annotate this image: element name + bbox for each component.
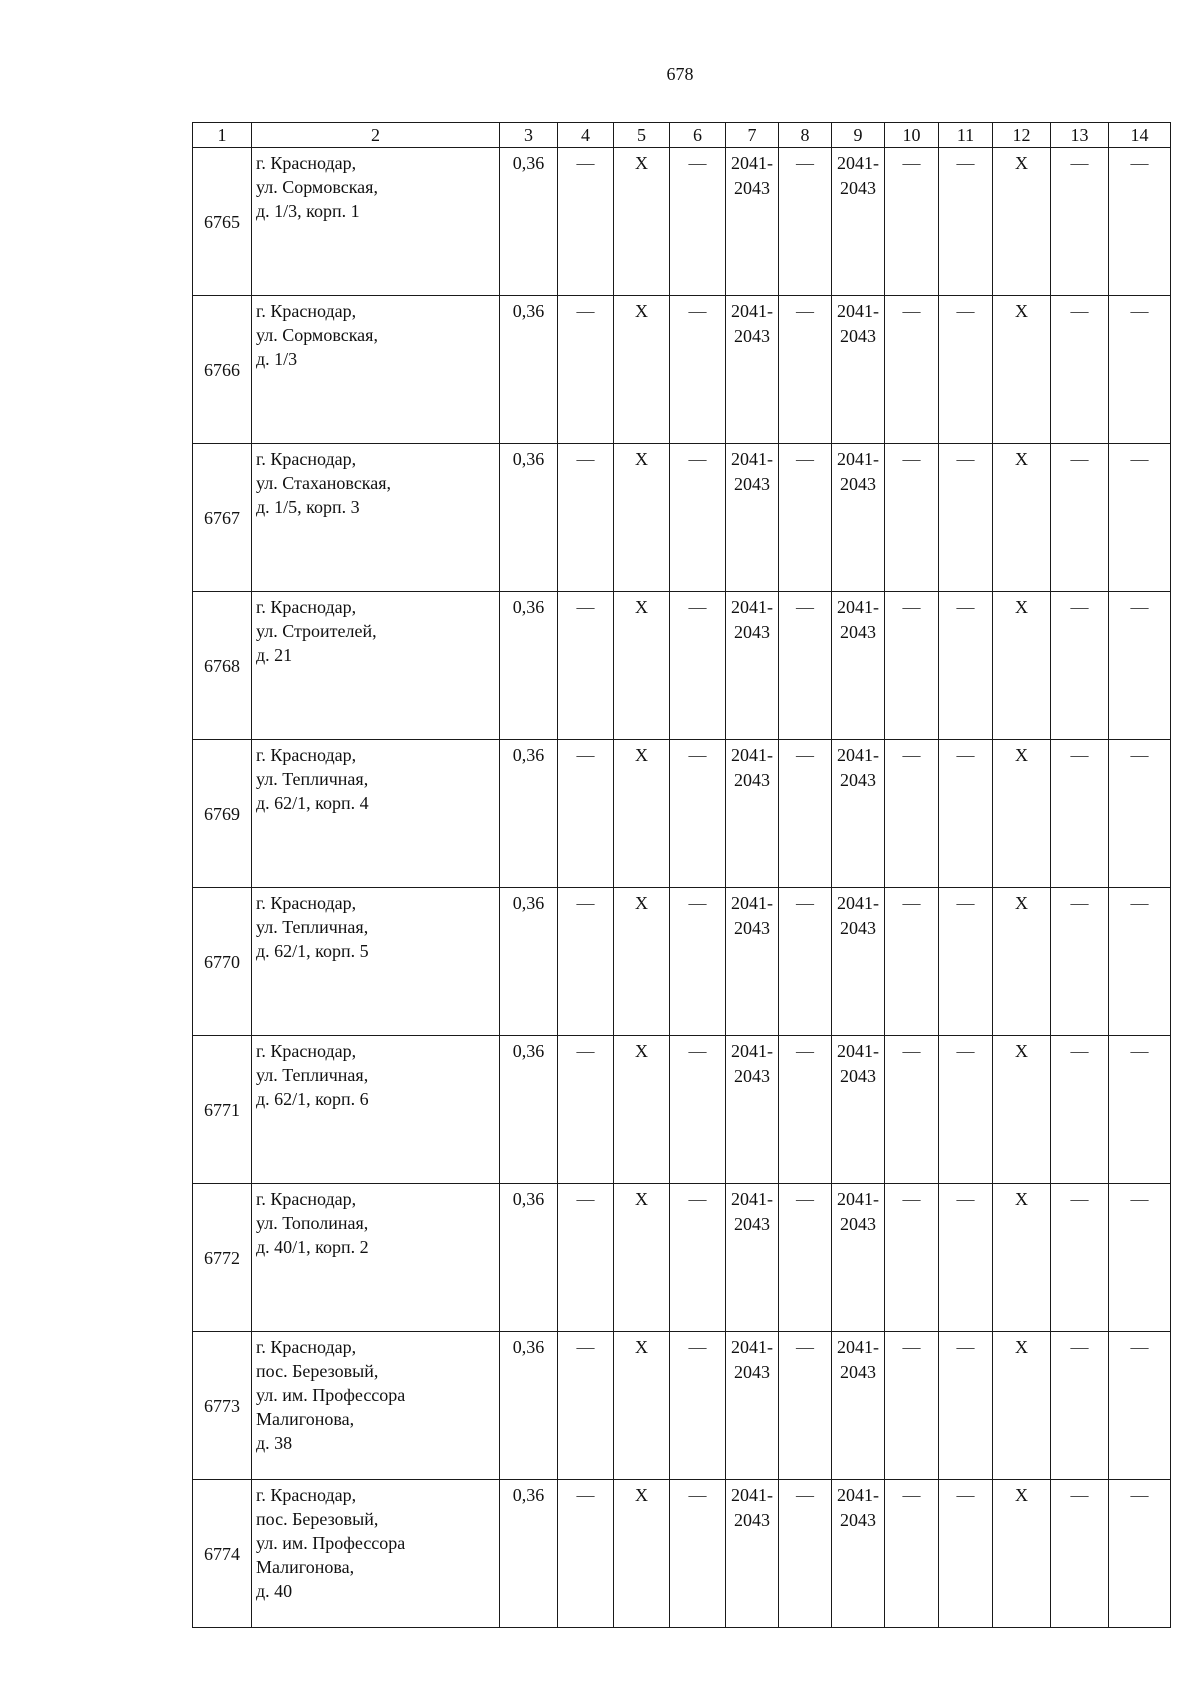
- address-line: г. Краснодар,: [256, 597, 357, 617]
- cell: —: [885, 1184, 939, 1332]
- cell: —: [558, 592, 614, 740]
- year-line: 2041-: [837, 301, 879, 321]
- row-number: 6773: [193, 1332, 252, 1480]
- year-line: 2041-: [731, 597, 773, 617]
- cell: —: [558, 1036, 614, 1184]
- cell: —: [939, 592, 993, 740]
- address-line: д. 1/3: [256, 349, 298, 369]
- cell: —: [885, 1480, 939, 1628]
- value-cell: 0,36: [500, 888, 558, 1036]
- cell: —: [939, 1184, 993, 1332]
- cell: —: [558, 444, 614, 592]
- cell: —: [779, 1184, 832, 1332]
- cell: —: [885, 1036, 939, 1184]
- value-cell: 0,36: [500, 296, 558, 444]
- address-line: Малигонова,: [256, 1409, 355, 1429]
- year-line: 2043: [840, 326, 876, 346]
- cell: —: [779, 148, 832, 296]
- column-header: 11: [939, 123, 993, 148]
- column-header: 14: [1109, 123, 1171, 148]
- year-range-cell: [726, 444, 779, 592]
- column-header: 13: [1051, 123, 1109, 148]
- year-line: 2043: [734, 178, 770, 198]
- address-line: г. Краснодар,: [256, 1189, 357, 1209]
- cell: —: [1051, 148, 1109, 296]
- address-line: Малигонова,: [256, 1557, 355, 1577]
- year-range-cell: [726, 1480, 779, 1628]
- year-line: 2041-: [837, 597, 879, 617]
- cell: —: [1051, 888, 1109, 1036]
- value-cell: 0,36: [500, 1480, 558, 1628]
- cell: —: [939, 1480, 993, 1628]
- table-row: [193, 1480, 1171, 1628]
- year-line: 2043: [734, 1510, 770, 1530]
- page-number: 678: [666, 64, 694, 84]
- column-header: 4: [558, 123, 614, 148]
- cell: —: [1109, 1332, 1171, 1480]
- address-line: д. 38: [256, 1433, 293, 1453]
- cell: —: [939, 1036, 993, 1184]
- cell: —: [558, 888, 614, 1036]
- column-header: 10: [885, 123, 939, 148]
- address-cell: [252, 1184, 500, 1332]
- row-number: 6765: [193, 148, 252, 296]
- cell: —: [558, 1332, 614, 1480]
- row-number: 6769: [193, 740, 252, 888]
- year-range-cell: [832, 1332, 885, 1480]
- cell: —: [670, 1480, 726, 1628]
- cell: —: [939, 1332, 993, 1480]
- mark-cell: X: [993, 444, 1051, 592]
- address-line: д. 62/1, корп. 4: [256, 793, 369, 813]
- address-line: г. Краснодар,: [256, 1485, 357, 1505]
- address-cell: [252, 740, 500, 888]
- year-range-cell: [726, 1036, 779, 1184]
- cell: —: [558, 1184, 614, 1332]
- cell: —: [670, 740, 726, 888]
- data-table: [192, 122, 1171, 1628]
- year-line: 2043: [734, 1362, 770, 1382]
- mark-cell: X: [614, 888, 670, 1036]
- table-row: [193, 888, 1171, 1036]
- column-header: 5: [614, 123, 670, 148]
- row-number: 6767: [193, 444, 252, 592]
- year-line: 2041-: [837, 1337, 879, 1357]
- table-row: [193, 1036, 1171, 1184]
- cell: —: [558, 296, 614, 444]
- mark-cell: X: [614, 1332, 670, 1480]
- address-line: д. 40: [256, 1581, 293, 1601]
- cell: —: [670, 1036, 726, 1184]
- mark-cell: X: [993, 888, 1051, 1036]
- value-cell: 0,36: [500, 1332, 558, 1480]
- cell: —: [939, 296, 993, 444]
- cell: —: [1109, 1480, 1171, 1628]
- mark-cell: X: [993, 1480, 1051, 1628]
- row-number: 6768: [193, 592, 252, 740]
- table-row: [193, 1332, 1171, 1480]
- address-line: г. Краснодар,: [256, 153, 357, 173]
- value-cell: 0,36: [500, 592, 558, 740]
- year-range-cell: [832, 740, 885, 888]
- year-range-cell: [832, 444, 885, 592]
- year-line: 2043: [840, 770, 876, 790]
- table-row: [193, 740, 1171, 888]
- year-range-cell: [726, 1184, 779, 1332]
- cell: —: [1109, 1184, 1171, 1332]
- address-line: д. 62/1, корп. 6: [256, 1089, 369, 1109]
- row-number: 6766: [193, 296, 252, 444]
- mark-cell: X: [993, 296, 1051, 444]
- cell: —: [670, 1184, 726, 1332]
- mark-cell: X: [993, 1332, 1051, 1480]
- cell: —: [779, 592, 832, 740]
- cell: —: [670, 296, 726, 444]
- address-cell: [252, 1480, 500, 1628]
- cell: —: [779, 1332, 832, 1480]
- year-line: 2041-: [731, 893, 773, 913]
- year-range-cell: [726, 148, 779, 296]
- year-line: 2043: [734, 1214, 770, 1234]
- year-line: 2043: [840, 1510, 876, 1530]
- column-header: 2: [252, 123, 500, 148]
- address-cell: [252, 888, 500, 1036]
- header-row: [193, 123, 1171, 148]
- address-cell: [252, 296, 500, 444]
- address-line: д. 62/1, корп. 5: [256, 941, 369, 961]
- year-line: 2041-: [731, 1189, 773, 1209]
- address-line: г. Краснодар,: [256, 1337, 357, 1357]
- year-line: 2043: [840, 622, 876, 642]
- cell: —: [1109, 592, 1171, 740]
- year-line: 2041-: [731, 1485, 773, 1505]
- cell: —: [1051, 592, 1109, 740]
- value-cell: 0,36: [500, 740, 558, 888]
- address-line: г. Краснодар,: [256, 1041, 357, 1061]
- row-number: 6770: [193, 888, 252, 1036]
- cell: —: [558, 740, 614, 888]
- address-line: д. 40/1, корп. 2: [256, 1237, 369, 1257]
- address-line: ул. Тополиная,: [256, 1213, 369, 1233]
- year-range-cell: [726, 888, 779, 1036]
- year-range-cell: [832, 888, 885, 1036]
- cell: —: [1051, 444, 1109, 592]
- cell: —: [1051, 1480, 1109, 1628]
- value-cell: 0,36: [500, 1036, 558, 1184]
- cell: —: [885, 1332, 939, 1480]
- value-cell: 0,36: [500, 444, 558, 592]
- mark-cell: X: [614, 592, 670, 740]
- year-line: 2043: [734, 918, 770, 938]
- cell: —: [885, 148, 939, 296]
- year-line: 2043: [840, 1066, 876, 1086]
- address-line: пос. Березовый,: [256, 1509, 379, 1529]
- address-line: ул. им. Профессора: [256, 1385, 406, 1405]
- table-row: [193, 148, 1171, 296]
- mark-cell: X: [614, 740, 670, 888]
- year-line: 2041-: [837, 1189, 879, 1209]
- table-row: [193, 1184, 1171, 1332]
- year-line: 2041-: [837, 745, 879, 765]
- mark-cell: X: [993, 740, 1051, 888]
- address-line: ул. Строителей,: [256, 621, 377, 641]
- year-line: 2043: [840, 474, 876, 494]
- address-line: г. Краснодар,: [256, 893, 357, 913]
- year-range-cell: [832, 148, 885, 296]
- table-row: [193, 296, 1171, 444]
- year-line: 2043: [840, 918, 876, 938]
- column-header: 6: [670, 123, 726, 148]
- column-header: 3: [500, 123, 558, 148]
- cell: —: [1051, 1036, 1109, 1184]
- year-line: 2043: [840, 1214, 876, 1234]
- cell: —: [779, 740, 832, 888]
- address-line: ул. им. Профессора: [256, 1533, 406, 1553]
- cell: —: [885, 592, 939, 740]
- cell: —: [779, 296, 832, 444]
- table-row: [193, 592, 1171, 740]
- mark-cell: X: [993, 148, 1051, 296]
- cell: —: [670, 592, 726, 740]
- cell: —: [670, 1332, 726, 1480]
- column-header: 8: [779, 123, 832, 148]
- address-line: д. 1/5, корп. 3: [256, 497, 360, 517]
- address-cell: [252, 592, 500, 740]
- cell: —: [885, 888, 939, 1036]
- address-line: г. Краснодар,: [256, 301, 357, 321]
- cell: —: [1109, 740, 1171, 888]
- cell: —: [1109, 148, 1171, 296]
- cell: —: [1051, 1184, 1109, 1332]
- address-line: пос. Березовый,: [256, 1361, 379, 1381]
- address-cell: [252, 1036, 500, 1184]
- value-cell: 0,36: [500, 1184, 558, 1332]
- year-line: 2041-: [731, 745, 773, 765]
- cell: —: [939, 740, 993, 888]
- address-line: ул. Сормовская,: [256, 325, 378, 345]
- year-range-cell: [832, 592, 885, 740]
- cell: —: [1109, 888, 1171, 1036]
- column-header: 7: [726, 123, 779, 148]
- year-line: 2043: [734, 1066, 770, 1086]
- address-line: ул. Сормовская,: [256, 177, 378, 197]
- cell: —: [779, 1036, 832, 1184]
- cell: —: [939, 148, 993, 296]
- year-range-cell: [726, 1332, 779, 1480]
- cell: —: [939, 444, 993, 592]
- cell: —: [939, 888, 993, 1036]
- cell: —: [1109, 1036, 1171, 1184]
- address-line: ул. Тепличная,: [256, 917, 369, 937]
- cell: —: [670, 148, 726, 296]
- address-line: ул. Тепличная,: [256, 1065, 369, 1085]
- cell: —: [779, 888, 832, 1036]
- row-number: 6771: [193, 1036, 252, 1184]
- mark-cell: X: [614, 148, 670, 296]
- cell: —: [558, 1480, 614, 1628]
- year-line: 2041-: [731, 449, 773, 469]
- year-line: 2041-: [837, 1041, 879, 1061]
- row-number: 6774: [193, 1480, 252, 1628]
- address-line: ул. Тепличная,: [256, 769, 369, 789]
- year-line: 2043: [734, 622, 770, 642]
- year-range-cell: [832, 1480, 885, 1628]
- column-header: 12: [993, 123, 1051, 148]
- cell: —: [670, 888, 726, 1036]
- year-line: 2041-: [731, 1337, 773, 1357]
- year-line: 2043: [734, 326, 770, 346]
- year-line: 2041-: [731, 1041, 773, 1061]
- year-range-cell: [832, 296, 885, 444]
- year-line: 2041-: [837, 893, 879, 913]
- mark-cell: X: [993, 1036, 1051, 1184]
- address-line: д. 21: [256, 645, 293, 665]
- mark-cell: X: [614, 1480, 670, 1628]
- cell: —: [1051, 1332, 1109, 1480]
- value-cell: 0,36: [500, 148, 558, 296]
- row-number: 6772: [193, 1184, 252, 1332]
- year-line: 2041-: [837, 1485, 879, 1505]
- year-line: 2043: [840, 178, 876, 198]
- year-range-cell: [832, 1036, 885, 1184]
- cell: —: [885, 296, 939, 444]
- address-line: ул. Стахановская,: [256, 473, 392, 493]
- table-row: [193, 444, 1171, 592]
- year-range-cell: [832, 1184, 885, 1332]
- year-line: 2041-: [731, 153, 773, 173]
- cell: —: [670, 444, 726, 592]
- year-line: 2041-: [837, 449, 879, 469]
- cell: —: [558, 148, 614, 296]
- column-header: 9: [832, 123, 885, 148]
- address-line: д. 1/3, корп. 1: [256, 201, 360, 221]
- year-line: 2041-: [731, 301, 773, 321]
- cell: —: [885, 740, 939, 888]
- address-cell: [252, 148, 500, 296]
- year-range-cell: [726, 740, 779, 888]
- cell: —: [1051, 296, 1109, 444]
- address-cell: [252, 444, 500, 592]
- column-header: 1: [193, 123, 252, 148]
- address-line: г. Краснодар,: [256, 449, 357, 469]
- mark-cell: X: [993, 1184, 1051, 1332]
- year-line: 2041-: [837, 153, 879, 173]
- cell: —: [1109, 444, 1171, 592]
- mark-cell: X: [993, 592, 1051, 740]
- year-range-cell: [726, 296, 779, 444]
- year-line: 2043: [734, 474, 770, 494]
- address-line: г. Краснодар,: [256, 745, 357, 765]
- mark-cell: X: [614, 1184, 670, 1332]
- cell: —: [779, 444, 832, 592]
- year-line: 2043: [734, 770, 770, 790]
- year-line: 2043: [840, 1362, 876, 1382]
- cell: —: [885, 444, 939, 592]
- address-cell: [252, 1332, 500, 1480]
- cell: —: [1051, 740, 1109, 888]
- cell: —: [1109, 296, 1171, 444]
- mark-cell: X: [614, 1036, 670, 1184]
- mark-cell: X: [614, 296, 670, 444]
- mark-cell: X: [614, 444, 670, 592]
- year-range-cell: [726, 592, 779, 740]
- cell: —: [779, 1480, 832, 1628]
